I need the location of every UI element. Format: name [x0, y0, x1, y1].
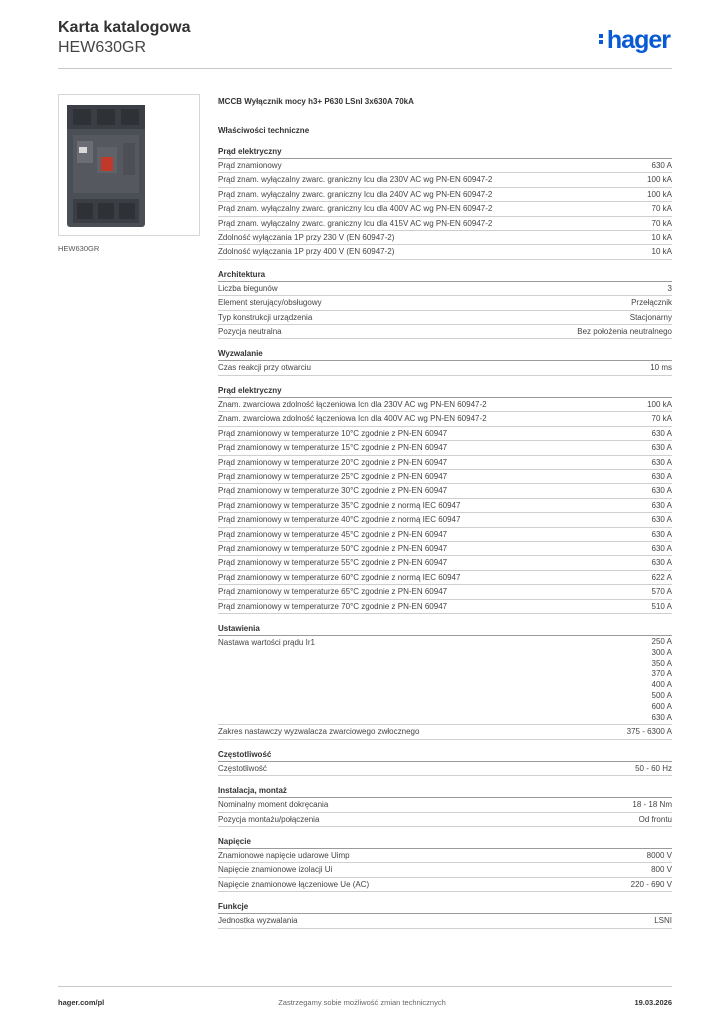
spec-value: 630 A [651, 529, 672, 539]
spec-section [218, 268, 672, 340]
section-title: Prąd elektryczny [218, 384, 672, 398]
spec-label: Prąd znamionowy w temperaturze 65°C zgodnie z PN-EN 60947 [218, 587, 448, 597]
spec-row [218, 484, 672, 498]
spec-row [218, 245, 672, 259]
spec-section [218, 622, 672, 740]
footer-divider [58, 986, 672, 987]
spec-value: 70 kA [651, 218, 672, 228]
spec-value: 510 A [651, 601, 672, 611]
spec-label: Nastawa wartości prądu Ir1 [218, 637, 315, 647]
spec-label: Prąd znamionowy w temperaturze 50°C zgodnie z PN-EN 60947 [218, 543, 448, 553]
spec-value: 100 kA [647, 175, 672, 185]
spec-label: Prąd znamionowy w temperaturze 55°C zgodnie z PN-EN 60947 [218, 558, 448, 568]
section-title: Prąd elektryczny [218, 145, 672, 159]
spec-value: 800 V [651, 865, 672, 875]
spec-value: 630 A [651, 428, 672, 438]
section-title: Instalacja, montaż [218, 784, 672, 798]
spec-value-item: 630 A [651, 712, 672, 722]
spec-label: Pozycja neutralna [218, 327, 282, 337]
footer-date: 19.03.2026 [634, 998, 672, 1007]
spec-row [218, 470, 672, 484]
spec-label: Liczba biegunów [218, 283, 278, 293]
page-header [58, 18, 190, 58]
spec-row [218, 231, 672, 245]
footer-website[interactable]: hager.com/pl [58, 998, 105, 1007]
spec-row [218, 499, 672, 513]
spec-value: 70 kA [651, 204, 672, 214]
spec-row [218, 798, 672, 812]
spec-value: 100 kA [647, 399, 672, 409]
spec-label: Prąd znamionowy w temperaturze 70°C zgodnie z PN-EN 60947 [218, 601, 448, 611]
spec-value-item: 400 A [651, 680, 672, 690]
product-code: HEW630GR [58, 39, 147, 56]
spec-value: 630 A [651, 443, 672, 453]
spec-label: Czas reakcji przy otwarciu [218, 363, 311, 373]
logo-text: hager [606, 26, 670, 54]
spec-value: 570 A [651, 587, 672, 597]
spec-value: 375 - 6300 A [626, 727, 672, 737]
spec-row [218, 914, 672, 928]
spec-section [218, 900, 672, 928]
spec-value: Przełącznik [631, 298, 672, 308]
spec-value: 100 kA [647, 189, 672, 199]
footer-disclaimer: Zastrzegamy sobie możliwość zmian technicznych [278, 998, 446, 1007]
spec-label: Zakres nastawczy wyzwalacza zwarciowego zwłocznego [218, 727, 420, 737]
spec-label: Prąd znam. wyłączalny zwarc. graniczny Icu dla 400V AC wg PN-EN 60947-2 [218, 204, 493, 214]
spec-row [218, 725, 672, 739]
page-title: Karta katalogowa [58, 19, 191, 36]
spec-row [218, 456, 672, 470]
spec-value: 70 kA [651, 414, 672, 424]
spec-value: 630 A [651, 457, 672, 467]
spec-label: Prąd znamionowy w temperaturze 60°C zgodnie z normą IEC 60947 [218, 572, 461, 582]
spec-value: 18 - 18 Nm [632, 800, 672, 810]
product-title: MCCB Wyłącznik mocy h3+ P630 LSnI 3x630A 70kA [218, 97, 414, 106]
spec-label: Znamionowe napięcie udarowe Uimp [218, 850, 350, 860]
product-image [58, 94, 200, 236]
spec-value: Od frontu [638, 814, 672, 824]
spec-label: Prąd znamionowy w temperaturze 15°C zgodnie z PN-EN 60947 [218, 443, 448, 453]
spec-row [218, 202, 672, 216]
spec-value: Stacjonarny [629, 312, 672, 322]
spec-row [218, 863, 672, 877]
spec-row [218, 636, 672, 725]
spec-row [218, 571, 672, 585]
header-divider [58, 68, 672, 69]
spec-row [218, 528, 672, 542]
spec-label: Zdolność wyłączania 1P przy 230 V (EN 60947-2) [218, 233, 395, 243]
spec-row [218, 217, 672, 231]
spec-row [218, 762, 672, 776]
spec-row [218, 173, 672, 187]
properties-title: Właściwości techniczne [218, 126, 310, 135]
spec-label: Prąd znamionowy w temperaturze 35°C zgodnie z normą IEC 60947 [218, 500, 461, 510]
section-title: Architektura [218, 268, 672, 282]
section-title: Napięcie [218, 835, 672, 849]
spec-value: 630 A [651, 543, 672, 553]
spec-value: 8000 V [646, 850, 672, 860]
spec-row [218, 849, 672, 863]
spec-value: 10 kA [651, 247, 672, 257]
spec-row [218, 412, 672, 426]
spec-label: Prąd znamionowy w temperaturze 25°C zgodnie z PN-EN 60947 [218, 471, 448, 481]
spec-label: Częstotliwość [218, 763, 267, 773]
spec-value-item: 370 A [651, 669, 672, 679]
spec-section [218, 384, 672, 614]
spec-value-item: 600 A [651, 701, 672, 711]
spec-label: Zdolność wyłączania 1P przy 400 V (EN 60947-2) [218, 247, 395, 257]
spec-value [652, 636, 672, 724]
spec-row [218, 325, 672, 339]
spec-value: 630 A [651, 471, 672, 481]
spec-label: Prąd znamionowy w temperaturze 30°C zgodnie z PN-EN 60947 [218, 486, 448, 496]
spec-section [218, 835, 672, 892]
spec-label: Prąd znamionowy w temperaturze 45°C zgodnie z PN-EN 60947 [218, 529, 448, 539]
section-title: Wyzwalanie [218, 347, 672, 361]
spec-label: Typ konstrukcji urządzenia [218, 312, 313, 322]
spec-row [218, 556, 672, 570]
spec-value: 630 A [651, 515, 672, 525]
spec-label: Prąd znam. wyłączalny zwarc. graniczny Icu dla 230V AC wg PN-EN 60947-2 [218, 175, 493, 185]
spec-label: Prąd znamionowy [218, 161, 282, 170]
spec-row [218, 282, 672, 296]
spec-sections [218, 145, 672, 929]
spec-row [218, 441, 672, 455]
spec-label: Napięcie znamionowe łączeniowe Ue (AC) [218, 879, 370, 889]
spec-row [218, 427, 672, 441]
spec-value: 630 A [651, 500, 672, 510]
spec-label: Znam. zwarciowa zdolność łączeniowa Icn dla 400V AC wg PN-EN 60947-2 [218, 414, 487, 424]
spec-row [218, 813, 672, 827]
spec-value: 50 - 60 Hz [635, 763, 672, 773]
spec-label: Prąd znamionowy w temperaturze 20°C zgodnie z PN-EN 60947 [218, 457, 448, 467]
hager-logo [599, 26, 670, 55]
spec-label: Jednostka wyzwalania [218, 916, 298, 926]
spec-section [218, 145, 672, 260]
spec-value: 220 - 690 V [630, 879, 672, 889]
spec-label: Element sterujący/obsługowy [218, 298, 322, 308]
spec-value: 630 A [651, 486, 672, 496]
spec-row [218, 542, 672, 556]
spec-label: Znam. zwarciowa zdolność łączeniowa Icn dla 230V AC wg PN-EN 60947-2 [218, 399, 487, 409]
spec-value-item: 500 A [651, 690, 672, 700]
spec-label: Prąd znamionowy w temperaturze 40°C zgodnie z normą IEC 60947 [218, 515, 461, 525]
spec-row [218, 296, 672, 310]
spec-label: Prąd znamionowy w temperaturze 10°C zgodnie z PN-EN 60947 [218, 428, 448, 438]
spec-value: 10 kA [651, 233, 672, 243]
spec-section [218, 784, 672, 827]
spec-value-item: 350 A [651, 658, 672, 668]
spec-row [218, 159, 672, 173]
spec-value: 630 A [651, 161, 672, 170]
image-caption: HEW630GR [58, 244, 100, 253]
spec-label: Prąd znam. wyłączalny zwarc. graniczny Icu dla 240V AC wg PN-EN 60947-2 [218, 189, 493, 199]
spec-value: 3 [667, 283, 672, 293]
spec-row [218, 311, 672, 325]
spec-label: Nominalny moment dokręcania [218, 800, 329, 810]
spec-row [218, 585, 672, 599]
circuit-breaker-icon [59, 95, 199, 235]
logo-colon-icon [599, 32, 603, 46]
spec-section [218, 748, 672, 776]
section-title: Częstotliwość [218, 748, 672, 762]
spec-label: Pozycja montażu/połączenia [218, 814, 320, 824]
spec-label: Napięcie znamionowe izolacji Ui [218, 865, 333, 875]
spec-row [218, 398, 672, 412]
spec-value: 622 A [651, 572, 672, 582]
spec-value-item: 300 A [651, 647, 672, 657]
spec-row [218, 878, 672, 892]
section-title: Funkcje [218, 900, 672, 914]
spec-value: 10 ms [650, 363, 672, 373]
spec-value: 630 A [651, 558, 672, 568]
spec-value: Bez położenia neutralnego [577, 327, 672, 337]
spec-row [218, 188, 672, 202]
spec-value-item: 250 A [651, 636, 672, 646]
spec-label: Prąd znam. wyłączalny zwarc. graniczny Icu dla 415V AC wg PN-EN 60947-2 [218, 218, 493, 228]
spec-section [218, 347, 672, 375]
spec-row [218, 361, 672, 375]
spec-row [218, 600, 672, 614]
spec-content [218, 96, 672, 929]
section-title: Ustawienia [218, 622, 672, 636]
spec-row [218, 513, 672, 527]
spec-value: LSNI [654, 916, 672, 926]
